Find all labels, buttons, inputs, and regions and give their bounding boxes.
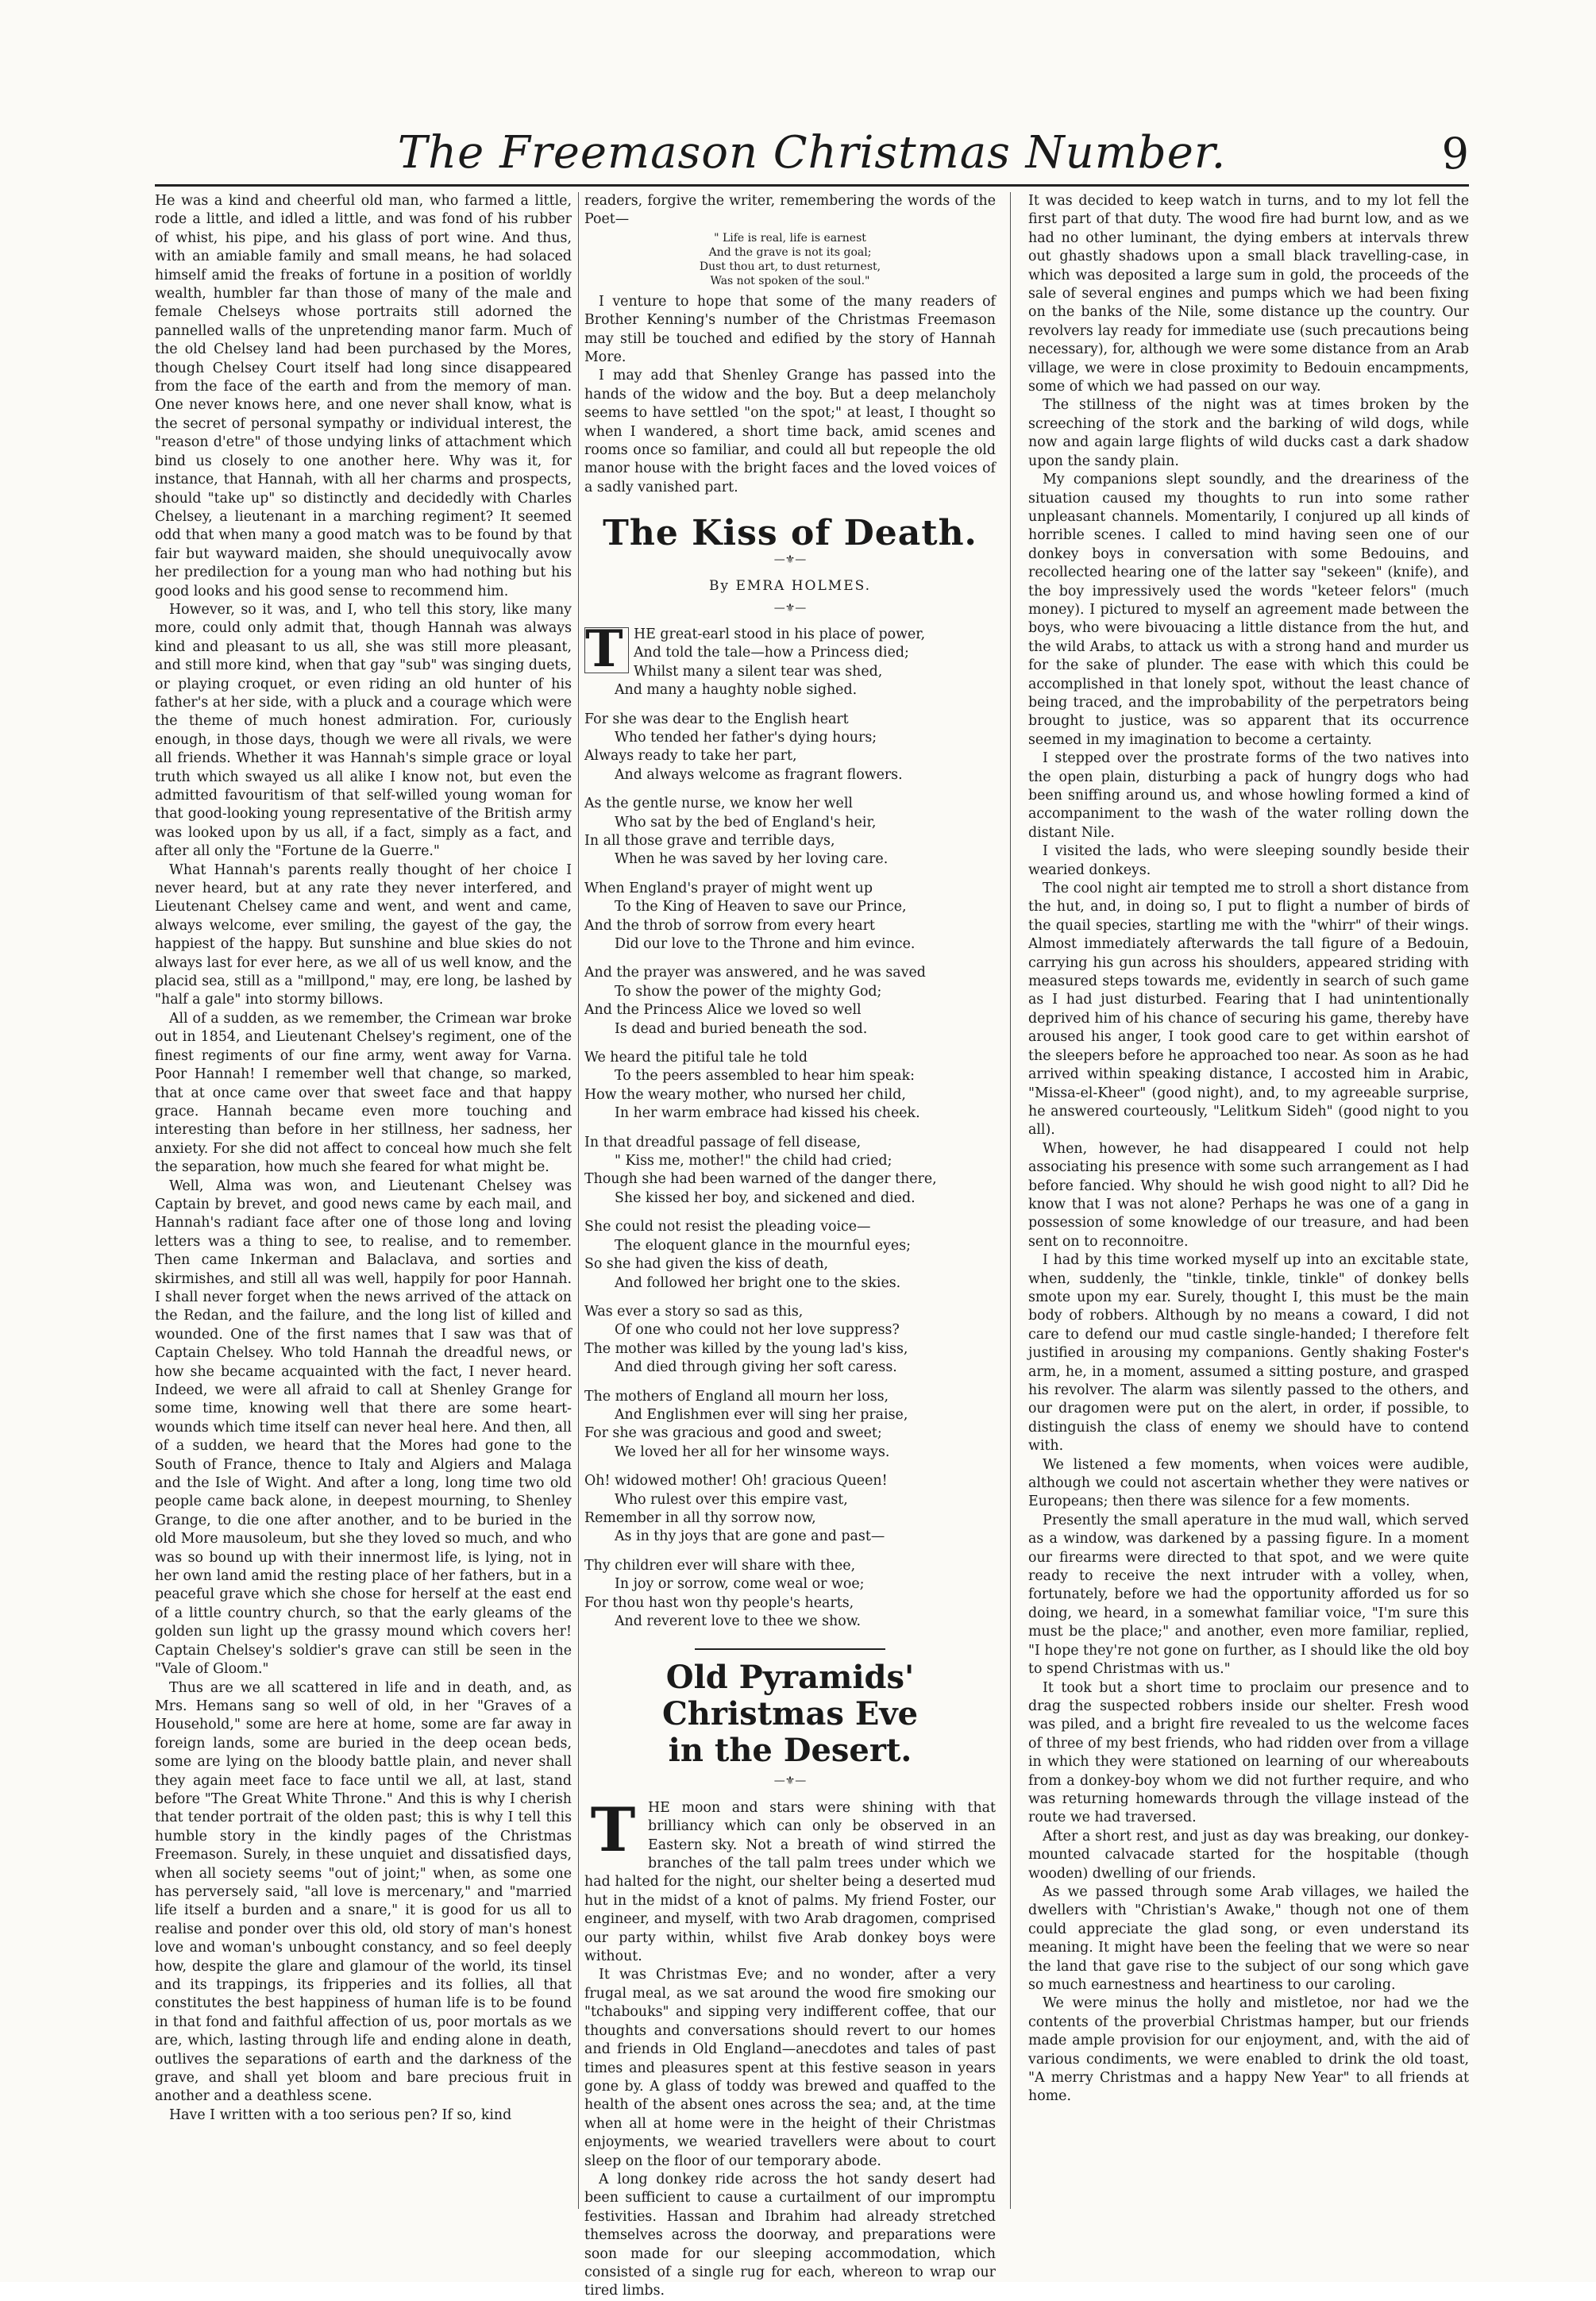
paragraph: What Hannah's parents really thought of her choice I never heard, but at any rate they never interfered, and Lieutenant Chelsey came and went, and went and came, always welcome, ever smiling, the gayest of the gay, the happiest of the happy. But sunshine and blue skies do not always last for ever here, as we all of us well know, and the placid sea, still as a "millpond," may, ere long, be lashed by "half a gale" into stormy billows. — [155, 861, 572, 1008]
paragraph: I had by this time worked myself up into an excitable state, when, suddenly, the "tinkle, tinkle, tinkle" of donkey bells smote upon my ear. Surely, thought I, this must be the main body of robbers. Although by no means a coward, I did not care to defend our mud castle single-handed; I therefore felt justified in arousing my companions. Gently shaking Foster's arm, he, in a moment, assumed a sitting posture, and grasped his revolver. The alarm was silently passed to the others, and our dragomen were put on the alert, in order, if possible, to distinguish the class of enemy we should have to contend with. — [1028, 1252, 1469, 1455]
poem-line: " Kiss me, mother!" the child had cried; — [615, 1153, 892, 1170]
article-title-line: Old Pyramids' Christmas Eve — [661, 1659, 919, 1733]
poem-line: How the weary mother, who nursed her child, — [584, 1086, 906, 1103]
section-rule — [695, 1648, 885, 1650]
poem-line: She kissed her boy, and sickened and died. — [615, 1189, 916, 1206]
stanza — [584, 1049, 996, 1124]
paragraph: Thus are we all scattered in life and in death, and, as Mrs. Hemans sang so well of old, in her "Graves of a Household," some are here at home, some are far away in foreign lands, some are buried in the deep ocean beds, some are lying on the bloody battle plain, and never shall they again meet face to face until we all, at last, stand before "The Great White Throne." And this is why I cherish that tender portrait of the olden past; this is why I tell this humble story in the kindly pages of the Christmas Freemason. Surely, in these unquiet and dissatisfied days, when all society seems "out of joint;" when, as some one has perversely said, "all love is mercenary," and "married life itself a burden and a snare," it is good for us all to realise and ponder over this old, old story of man's honest love and woman's unbought constancy, and so feel deeply how, despite the glare and glamour of the world, its tinsel and its trappings, its fripperies and its follies, all that constitutes the best happiness of human life is to be found in that fond and faithful affection of us, poor mortals as we are, which, lasting through life and ending alone in death, outlives the separations of earth and the darkness of the grave, and shall yet bloom and bare precious fruit in another and a deathless scene. — [155, 1679, 572, 2105]
poem-line: The eloquent glance in the mournful eyes; — [615, 1237, 911, 1254]
paragraph: A long donkey ride across the hot sandy desert had been sufficient to cause a curtailment of our impromptu festivities. Hassan and Ibrahim had already stretched themselves across the doorway, and preparations were soon made for our sleeping accommodation, which consisted of a single rug for each, whereon to wrap our tired limbs. — [584, 2171, 996, 2299]
paragraph: It took but a short time to proclaim our presence and to drag the suspected robbers inside our shelter. Fresh wood was piled, and a bright fire revealed to us the welcome faces of three of my best friends, who had ridden over from a village in which they were stationed on learning of our whereabouts from a donkey-boy whom we did not further require, and who was returning homewards through the village instead of the route we had traversed. — [1028, 1679, 1469, 1826]
stanza — [584, 795, 996, 869]
poem-line: To show the power of the mighty God; — [615, 983, 882, 1000]
paragraph: As we passed through some Arab villages, we hailed the dwellers with "Christian's Awake," though not one of them could appreciate the glad song, or even understand its meaning. It might have been the feeling that we were so near the land that gave rise to the subject of our song which gave so much earnestness and heartiness to our caroling. — [1028, 1883, 1469, 1993]
article-title — [584, 1659, 996, 1769]
poem-line: So she had given the kiss of death, — [584, 1256, 829, 1273]
paragraph: HE moon and stars were shining with that brilliancy which can only be observed in an Eastern sky. Not a breath of wind stirred the branches of the tall palm trees under which we had halted for the night, our shelter being a deserted mud hut in the midst of a knot of palms. My friend Foster, our engineer, and myself, with two Arab dragomen, comprised our party within, whilst five Arab donkey boys were without. — [584, 1799, 996, 1965]
poem-line: And the prayer was answered, and he was saved — [584, 965, 926, 981]
column-1 — [155, 192, 572, 2225]
poem-line: And Englishmen ever will sing her praise, — [615, 1406, 908, 1423]
poem-line: To the King of Heaven to save our Prince, — [615, 899, 907, 915]
stanza — [584, 964, 996, 1039]
quote-line: Dust thou art, to dust returnest, — [699, 260, 881, 273]
ornament: —⚜— — [773, 601, 807, 615]
page-header — [155, 127, 1469, 181]
stanza — [584, 1388, 996, 1463]
poem-byline: By EMRA HOLMES. — [708, 578, 872, 595]
poem-line: HE great-earl stood in his place of power, — [634, 626, 926, 642]
column-2 — [584, 192, 996, 2299]
ornament: —⚜— — [773, 1775, 807, 1788]
poem-line: And told the tale—how a Princess died; — [634, 645, 909, 661]
ornament: —⚜— — [773, 553, 807, 566]
poem-line: And died through giving her soft caress. — [615, 1359, 897, 1376]
drop-cap: T — [590, 1794, 636, 1865]
paragraph: He was a kind and cheerful old man, who farmed a little, rode a little, and idled a little, and was fond of his rubber of whist, his pipe, and his glass of port wine. And thus, with an amiable family and small means, he had solaced himself amid the freaks of fortune in a position of worldly wealth, humbler far than those of many of the male and female Chelseys whose portraits still adorned the pannelled walls of the unpretending manor farm. Much of the old Chelsey land had been purchased by the Mores, though Chelsey Court itself had long since disappeared from the face of the earth and from the memory of man. One never knows here, and one never shall know, what is the secret of personal sympathy or individual interest, the "reason d'etre" of those undying links of attachment which bind us closely to one another here. Why was it, for instance, that Hannah, with all her charms and prospects, should "take up" so distinctly and decidedly with Charles Chelsey, a lieutenant in a marching regiment? It seemed odd that when many a good match was to be found by that fair but wayward maiden, she should unequivocally avow her predilection for a young man who had nothing but his good looks and his good sense to recommend him. — [155, 193, 572, 599]
paragraph: When, however, he had disappeared I could not help associating his presence with some such arrangement as I had before fancied. Why should he wish good night to all? Did he know that I was not alone? Perhaps he was one of a gang in possession of some knowledge of our treasure, and had been sent on to reconnoitre. — [1028, 1140, 1469, 1250]
paragraph: Presently the small aperature in the mud wall, which served as a window, was darkened by a passing figure. In a moment our firearms were directed to that spot, and we were quite ready to receive the next intruder with a volley, when, fortunately, before we had the opportunity afforded us for so doing, we heard, in a somewhat familiar voice, "I'm sure this must be the place;" and another, even more familiar, replied, "I hope they're not gone on further, as I should like the old boy to spend Christmas with us." — [1028, 1512, 1469, 1678]
poem-line: Oh! widowed mother! Oh! gracious Queen! — [584, 1473, 888, 1490]
poem-line: Remember in all thy sorrow now, — [584, 1509, 816, 1526]
poem-line: Whilst many a silent tear was shed, — [634, 663, 883, 680]
paragraph: readers, forgive the writer, remembering the words of the Poet— — [584, 193, 996, 228]
paragraph: I visited the lads, who were sleeping soundly beside their wearied donkeys. — [1028, 843, 1469, 878]
poem-line: Of one who could not her love suppress? — [615, 1322, 900, 1339]
poem-line: In all those grave and terrible days, — [584, 832, 835, 849]
stanza — [584, 1218, 996, 1293]
poem-quote — [584, 231, 996, 288]
column-divider — [578, 192, 579, 2209]
poem-line: And the throb of sorrow from every heart — [584, 917, 875, 934]
paragraph: My companions slept soundly, and the dreariness of the situation caused my thoughts to run into some rather unpleasant channels. Momentarily, I conjured up all kinds of horrible scenes. I called to mind having seen one of our donkey boys in conversation with some Bedouins, and recollected hearing one of the latter say "sekeen" (knife), and the boy impressively used the words "keteer felors" (much money). I pictured to myself an agreement made between the boys, who were bivouacing a little distance from the hut, and the wild Arabs, to attack us with a strong hand and murder us for the sake of plunder. The ease with which this could be accomplished in that lonely spot, without the least chance of being traced, and the improbability of the perpetrators being brought to justice, was so apparent that its occurrence seemed in my imagination to become a certainty. — [1028, 472, 1469, 748]
poem-line: Who sat by the bed of England's heir, — [615, 814, 877, 831]
column-3 — [1028, 192, 1469, 2225]
poem-line: When England's prayer of might went up — [584, 880, 873, 896]
stanza — [584, 711, 996, 785]
quote-line: And the grave is not its goal; — [708, 245, 872, 259]
poem-body — [584, 619, 996, 1632]
poem-line: The mothers of England all mourn her loss, — [584, 1388, 889, 1405]
poem-line: Who tended her father's dying hours; — [615, 729, 877, 746]
quote-line: " Life is real, life is earnest — [714, 231, 866, 245]
paragraph: We listened a few moments, when voices were audible, although we could not ascertain whether they were natives or Europeans; then there was silence for a few moments. — [1028, 1456, 1469, 1510]
stanza — [584, 1134, 996, 1208]
stanza — [584, 1557, 996, 1632]
paragraph: The cool night air tempted me to stroll a short distance from the hut, and, in doing so, I put to flight a number of birds of the quail species, startling me with the "whirr" of their wings. Almost immediately afterwards the tall figure of a Bedouin, carrying his gun across his shoulders, appeared striding with measured steps towards me, evidently in search of such game as I had just disturbed. Fearing that I had unintentionally deprived him of his chance of securing his game, thereby have aroused his anger, I took good care to get within earshot of the sleepers before he approached too near. As soon as he had arrived within speaking distance, I accosted him in Arabic, "Missa-el-Kheer" (good night), and, to my agreeable surprise, he answered courteously, "Lelitkum Sideh" (good night to you all). — [1028, 881, 1469, 1139]
poem-line: She could not resist the pleading voice— — [584, 1219, 871, 1235]
stanza — [584, 880, 996, 954]
poem-line: When he was saved by her loving care. — [615, 851, 889, 868]
stanza — [584, 619, 996, 700]
poem-line: Though she had been warned of the danger there, — [584, 1171, 937, 1188]
drop-cap: T — [584, 627, 629, 673]
stanza — [584, 1303, 996, 1378]
paragraph: Have I written with a too serious pen? If so, kind — [169, 2106, 512, 2123]
poem-line: As in thy joys that are gone and past— — [615, 1528, 885, 1545]
stanza — [584, 1472, 996, 1547]
paragraph: Well, Alma was won, and Lieutenant Chelsey was Captain by brevet, and good news came by each mail, and Hannah's radiant face after one of those long and loving letters was a thing to see, to realise, and to remember. Then came Inkerman and Balaclava, and sorties and skirmishes, and still all was well, happily for poor Hannah. I shall never forget when the news arrived of the attack on the Redan, and the failure, and the long list of killed and wounded. One of the first names that I saw was that of Captain Chelsey. Who told Hannah the dreadful news, or how she became acquainted with the fact, I never heard. Indeed, we were all afraid to call at Shenley Grange for some time, knowing well that there are some heart-wounds which time itself can never heal here. And then, all of a sudden, we heard that the Mores had gone to the South of France, thence to Italy and Algiers and Malaga and the Isle of Wight. And after a long, long time two old people came back alone, in deepest mourning, to Shenley Grange, to die one after another, and to be buried in the old More mausoleum, but she they loved so much, and who was so bound up with their innermost life, is lying, not in her own land amid the resting place of her fathers, but in a peaceful grave which she chose for herself at the east end of a little country church, so that the early gleams of the golden sun light up the grassy mound which covers her! Captain Chelsey's soldier's grave can still be seen in the "Vale of Gloom." — [155, 1177, 572, 1678]
poem-title: The Kiss of Death. — [603, 513, 977, 554]
poem-line: For thou hast won thy people's hearts, — [584, 1594, 854, 1611]
paragraph: I stepped over the prostrate forms of the two natives into the open plain, disturbing a pack of hungry dogs who had been sniffing around us, and whose howling formed a kind of accompaniment to the wash of the water rolling down the distant Nile. — [1028, 750, 1469, 841]
paragraph: I venture to hope that some of the many readers of Brother Kenning's number of the Christmas Freemason may still be touched and edified by the story of Hannah More. — [584, 293, 996, 366]
poem-line: In that dreadful passage of fell disease, — [584, 1134, 862, 1150]
header-rule — [155, 184, 1469, 187]
page-number: 9 — [1441, 129, 1469, 179]
poem-line: And many a haughty noble sighed. — [615, 682, 858, 699]
paragraph: I may add that Shenley Grange has passed into the hands of the widow and the boy. But a deep melancholy seems to have settled "on the spot;" at least, I thought so when I wandered, a short time back, amid scenes and rooms once so familiar, and could all but repeople the old manor house with the bright faces and the loved voices of a sadly vanished part. — [584, 368, 996, 495]
poem-line: And always welcome as fragrant flowers. — [615, 766, 903, 783]
poem-line: We heard the pitiful tale he told — [584, 1050, 808, 1066]
paragraph: All of a sudden, as we remember, the Crimean war broke out in 1854, and Lieutenant Chelsey's regiment, one of the finest regiments of our fine army, went away for Varna. Poor Hannah! I remember well that change, so marked, that at once came over that sweet face and that happy grace. Hannah became even more touching and interesting than before in her stillness, her sadness, her anxiety. For she did not affect to conceal how much she felt the separation, how much she feared for what might be. — [155, 1010, 572, 1176]
article-title-line: in the Desert. — [668, 1732, 912, 1770]
paragraph: It was Christmas Eve; and no wonder, after a very frugal meal, as we sat around the wood fire smoking our "tchabouks" and sipping very indifferent coffee, that our thoughts and conversations should revert to our homes and friends in Old England—anecdotes and tales of past times and pleasures spent at this festive season in years gone by. A glass of toddy was brewed and quaffed to the health of the absent ones across the sea; and, at the time when all at home were in the height of their Christmas enjoyments, we wearied travellers were about to court sleep on the floor of our temporary abode. — [584, 1967, 996, 2169]
paragraph: It was decided to keep watch in turns, and to my lot fell the first part of that duty. The wood fire had burnt low, and as we had no other luminant, the dying embers at intervals threw out ghastly shadows upon a small black travelling-case, in which was deposited a large sum in gold, the proceeds of the sale of several engines and pumps which we had been fixing on the banks of the Nile, some distance up the country. Our revolvers lay ready for immediate use (such precautions being necessary), for, although we were some distance from an Arab village, we were in close proximity to Bedouin encampments, some of which we had passed on our way. — [1028, 193, 1469, 395]
paragraph: However, so it was, and I, who tell this story, like many more, could only admit that, though Hannah was always kind and pleasant to us all, she was still more pleasant, and still more kind, when that gay "sub" was singing duets, or playing croquet, or even riding an old hunter of his father's at her side, with a pluck and a courage which were the theme of much honest admiration. For, curiously enough, in those days, though we were all rivals, we were all friends. Whether it was Hannah's simple grace or loyal truth which swayed us all alike I know not, but even the admitted favouritism of that self-willed young woman for that good-looking young representative of the British army was looked upon by us all, if a fact, simply as a fact, and after all only the "Fortune de la Guerre." — [155, 601, 572, 860]
poem-line: For she was gracious and good and sweet; — [584, 1425, 882, 1442]
poem-line: For she was dear to the English heart — [584, 711, 849, 727]
poem-line: Who rulest over this empire vast, — [615, 1491, 848, 1508]
poem-line: To the peers assembled to hear him speak: — [615, 1068, 915, 1085]
poem-line: We loved her all for her winsome ways. — [615, 1443, 890, 1460]
paragraph: The stillness of the night was at times broken by the screeching of the stork and the barking of wild dogs, while now and again large flights of wild ducks cast a dark shadow upon the sandy plain. — [1028, 397, 1469, 469]
paragraph: After a short rest, and just as day was breaking, our donkey-mounted calvacade started for the hospitable (though wooden) dwelling of our friends. — [1028, 1828, 1469, 1882]
poem-line: Is dead and buried beneath the sod. — [615, 1020, 868, 1037]
poem-line: And the Princess Alice we loved so well — [584, 1002, 862, 1019]
poem-line: In joy or sorrow, come weal or woe; — [615, 1576, 865, 1593]
poem-line: Was ever a story so sad as this, — [584, 1303, 804, 1320]
page-title: The Freemason Christmas Number. — [397, 127, 1227, 179]
poem-line: And followed her bright one to the skies. — [615, 1274, 901, 1291]
poem-line: And reverent love to thee we show. — [615, 1613, 862, 1629]
paragraph: We were minus the holly and mistletoe, nor had we the contents of the proverbial Christmas hamper, but our friends made ample provision for our enjoyment, and, with the aid of various condiments, we were enabled to drink the old toast, "A merry Christmas and a happy New Year" to all friends at home. — [1028, 1995, 1469, 2105]
quote-line: Was not spoken of the soul." — [710, 274, 870, 287]
poem-line: Always ready to take her part, — [584, 748, 797, 765]
poem-line: As the gentle nurse, we know her well — [584, 796, 853, 812]
column-divider — [1010, 192, 1011, 2209]
poem-line: The mother was killed by the young lad's kiss, — [584, 1340, 908, 1357]
poem-line: In her warm embrace had kissed his cheek. — [615, 1105, 920, 1122]
poem-line: Did our love to the Throne and him evince. — [615, 936, 916, 952]
poem-line: Thy children ever will share with thee, — [584, 1557, 856, 1574]
